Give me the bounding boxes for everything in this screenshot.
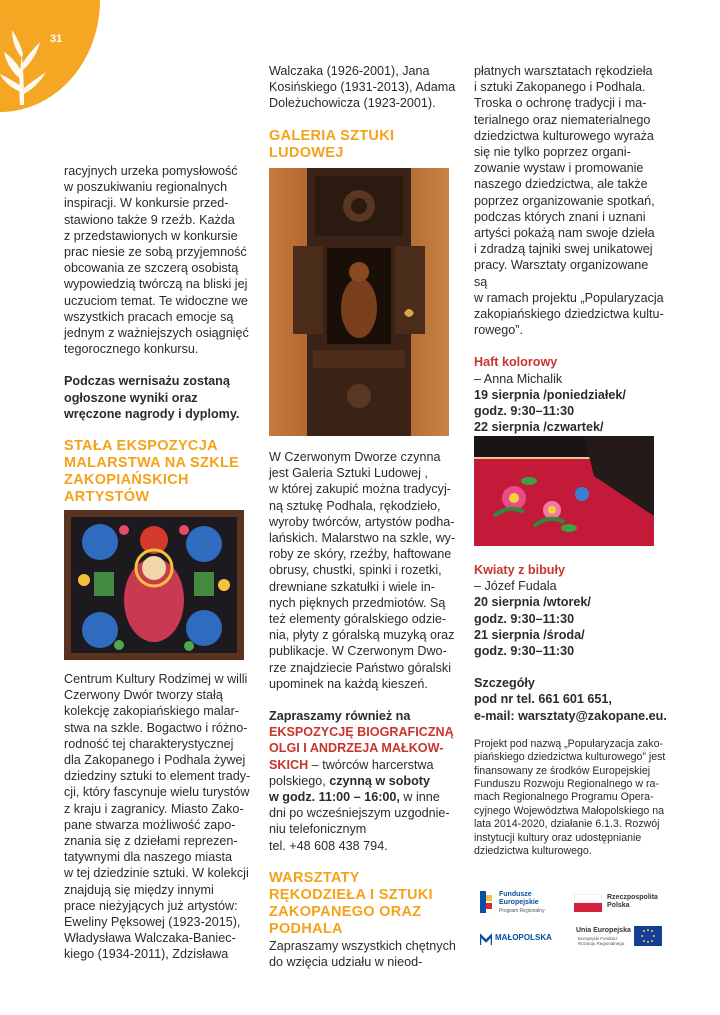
column-1	[64, 163, 254, 506]
fundusze-europejskie-logo	[480, 889, 550, 917]
corner-decoration	[0, 0, 100, 112]
contact-details: Szczegóły pod nr tel. 661 601 651, e-mail: warsztaty@zakopane.eu.	[474, 676, 667, 723]
ue-line2: Europejski Fundusz	[578, 936, 618, 941]
col1-wernisaz: Podczas wernisażu zostaną ogłoszone wyniki oraz wręczone nagrody i dyplomy.	[64, 374, 240, 421]
carved-shrine-image	[269, 168, 449, 436]
ue-line1: Unia Europejska	[576, 927, 631, 934]
column-3-lower	[474, 562, 674, 858]
col2-body: W Czerwonym Dworze czynna jest Galeria Sztuki Ludowej , w której zakupić można tradycyj- ną sztukę Podhala, rękodzieło, wyroby twórców, artystów podha- lańskich. Malarstwo na szkle, wy- roby ze skóry, rzeźby, haftowane obrusy, chustki, spinki i rozetki, drewniane szkatułki i wiele in- nych pięknych przedmiotów. Są też elementy góralskiego odzie- nia, płyty z góralską muzyką oraz publikacje. W Czerwonym Dwo- rze znajdziecie Państwo góralski upominek na każdą kieszeń.	[269, 450, 456, 691]
page-number: 31	[50, 33, 63, 45]
column-2-top	[269, 63, 459, 162]
rp-line2: Polska	[607, 902, 630, 909]
col2-invite-exhibition: EKSPOZYCJĘ BIOGRAFICZNĄ OLGI I ANDRZEJA MAŁKOW- SKICH	[269, 725, 454, 772]
col2-heading: GALERIA SZTUKI LUDOWEJ	[269, 127, 395, 161]
kwiaty-author: – Józef Fudala	[474, 579, 557, 594]
fe-line3: Program Regionalny	[499, 908, 545, 914]
column-1-lower	[64, 671, 254, 963]
column-2-lower	[269, 449, 459, 970]
col2-heading2: WARSZTATY RĘKODZIEŁA I SZTUKI ZAKOPANEGO ORAZ PODHALA	[269, 869, 433, 937]
haft-author: – Anna Michalik	[474, 371, 563, 386]
fe-line1: Fundusze	[499, 891, 532, 898]
funding-note: Projekt pod nazwą „Popularyzacja zako- piańskiego dziedzictwa kulturowego” jest finansowany ze środków Europejskiej Funduszu Rozwoju Regionalnego w ra- mach Regionalnego Programu Opera- cyjnego Województwa Małopolskiego na lata 2014-2020, działanie 6.1.3. Rozwój instytucji kultury oraz udostępnianie dziedzictwa kulturowego.	[474, 737, 666, 858]
unia-europejska-logo	[576, 925, 666, 951]
haft-dates: 19 sierpnia /poniedziałek/ godz. 9:30–11:30 22 sierpnia /czwartek/	[474, 387, 626, 435]
column-3-top	[474, 63, 664, 452]
glass-painting-image	[64, 510, 244, 660]
col2-invite	[269, 708, 459, 854]
col2-top: Walczaka (1926-2001), Jana Kosińskiego (1931-2013), Adama Doleżuchowicza (1923-2001).	[269, 64, 456, 111]
malopolska-text: MAŁOPOLSKA	[495, 933, 552, 942]
eu-flag-icon	[634, 926, 662, 946]
col1-intro: racyjnych urzeka pomysłowość w poszukiwaniu regionalnych inspiracji. W konkursie przed- stawiono także 9 rzeźb. Każda z przedstawionych w konkursie prac niesie ze sobą przyjemność obcowania ze szczerą osobistą wypowiedzią twórczą na bliski jej uczuciom temat. Te widoczne we wszystkich pracach emocje są jednym z ważniejszych osiągnięć tegorocznego konkursu.	[64, 164, 249, 357]
col1-body: Centrum Kultury Rodzimej w willi Czerwony Dwór tworzy stałą kolekcję zakopiańskiego malar- stwa na szkle. Bogactwo i różno- rodność tej charakterystycznej dla Zakopanego i Podhala żywej dziedziny sztuki to element trady- cji, który fascynuje wielu turystów z kraju i zagranicy. Miasto Zako- pane stwarza możliwość zapo- znania się z dziełami reprezen- tatywnymi dla naszego miasta w tej dziedzinie sztuki. W kolekcji znajdują się między innymi prace nieżyjących już artystów: Eweliny Pęksowej (1923-2015), Władysława Walczaka-Baniec- kiego (1934-2011), Zdzisława	[64, 672, 251, 962]
col2-invite-rest: – twórców harcerstwa polskiego,	[269, 757, 434, 788]
kwiaty-dates: 20 sierpnia /wtorek/ godz. 9:30–11:30 21 sierpnia /środa/ godz. 9:30–11:30	[474, 595, 591, 659]
col1-heading: STAŁA EKSPOZYCJA MALARSTWA NA SZKLE ZAKOPIAŃSKICH ARTYSTÓW	[64, 438, 240, 506]
col2-invite-hours: czynną w soboty w godz. 11:00 – 16:00,	[269, 773, 430, 805]
malopolska-logo	[480, 932, 560, 946]
rzeczpospolita-polska-logo	[574, 890, 664, 916]
col2-body2: Zapraszamy wszystkich chętnych do wzięcia udziału w nieod-	[269, 938, 456, 970]
kwiaty-title: Kwiaty z bibuły	[474, 563, 565, 577]
fe-line2: Europejskie	[499, 899, 539, 906]
ue-line3: Rozwoju Regionalnego	[578, 941, 625, 946]
col3-top: płatnych warsztatach rękodzieła i sztuki Zakopanego i Podhala. Troska o ochronę tradycji i ma- terialnego oraz niematerialnego dziedzictwa kulturowego wyraża się nie tylko poprzez organi- zowanie wystaw i promowanie naszego dziedzictwa, ale także poprzez organizowanie spotkań, podczas których znani i uznani artyści pokażą nam swoje dzieła i zdradzą tajniki swej unikatowej pracy. Warsztaty organizowane są w ramach projektu „Popularyzacja zakopiańskiego dziedzictwa kultu- rowego”.	[474, 64, 664, 338]
rp-line1: Rzeczpospolita	[607, 894, 658, 901]
col2-invite-lead: Zapraszamy również na	[269, 709, 411, 724]
embroidery-image	[474, 436, 654, 546]
haft-title: Haft kolorowy	[474, 355, 558, 370]
col2-invite-tail: w inne dni po wcześniejszym uzgodnie- niu telefonicznym tel. +48 608 438 794.	[269, 790, 450, 853]
